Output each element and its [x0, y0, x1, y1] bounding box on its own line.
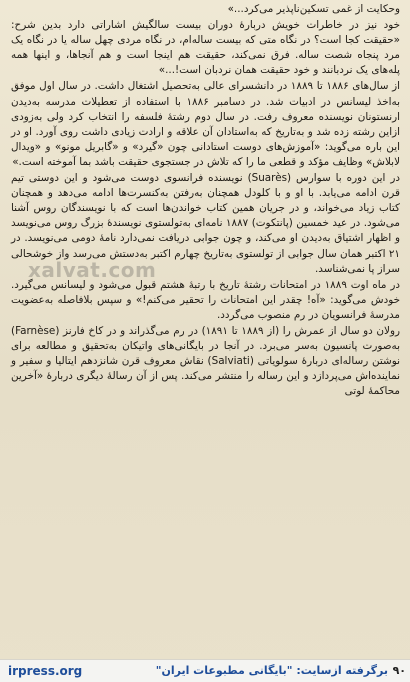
footer-site-link[interactable]: irpress.org: [8, 664, 83, 678]
paragraph: وحکایت از غمی تسکین‌ناپذیر می‌کرد...»: [227, 3, 400, 15]
body-text: [11, 2, 400, 399]
paragraph: از سال‌های ۱۸۸۶ تا ۱۸۸۹ در دانشسرای عالی به‌تحصیل اشتغال داشت. در سال اول موفق به‌اخذ لیسانس در ادبیات شد. در دسامبر ۱۸۸۶ با استفاده از تعطیلات مدرسه به‌دیدن ارنستونان نویسنده معروف رفت. در سال دوم رشتهٔ فلسفه را انتخاب کرد ولی به‌زودی ازاین رشته زده شد و به‌تاریخ که به‌استادان آن علاقه و ارادت زیادی داشت روی آورد. او در این باره می‌گوید: «آموزش‌های دوست استادانی چون «گیرد» و «گابریل مونو» و «ویدال لابلاش» وظایف مؤکد و قطعی ما را که تلاش در جستجوی حقیقت باشد بما آموخته است.»: [11, 80, 400, 168]
paragraph: در این دوره با سوارس (Suarès) نویسنده فرانسوی دوست می‌شود و این دوستی تیم قرن ادامه می‌یابد. با او و با کلودل همچنان به‌رفتن به‌کنسرت‌ها ادامه می‌دهد و همچنان کتاب زیاد می‌خواند، و در جریان همین کتاب خواندن‌ها است که با نویسندگان روس آشنا می‌شود. در عید خمسین (پانتکوت) ۱۸۸۷ نامه‌ای به‌تولستوی نویسندهٔ بزرگ روس می‌نویسد و اظهار اشتیاق به‌دیدن او می‌کند، و چون جوابی دریافت نمی‌دارد نامهٔ دومی می‌نویسد. در ۲۱ اکتبر همان سال جوابی از تولستوی به‌تاریخ چهارم اکتبر به‌دستش می‌رسد واز خوشحالی سراز پا نمی‌شناسد.: [11, 172, 400, 275]
page-number: ۹۰: [392, 664, 406, 677]
footer-credit: برگرفته ازسایت: "بایگانی مطبوعات ایران": [155, 664, 388, 677]
footer-bar: [0, 659, 410, 682]
paragraph: در ماه اوت ۱۸۸۹ در امتحانات رشتهٔ تاریخ با رتبهٔ هشتم قبول می‌شود و لیسانس می‌گیرد. خودش می‌گوید: «آه! چقدر این امتحانات را تحقیر می‌کنم!» و سپس بلافاصله به‌عضویت مدرسهٔ فرانسویان در رم منصوب می‌گردد.: [11, 278, 400, 321]
paragraph: خود نیز در خاطرات خویش دربارهٔ دوران بیست سالگیش اشاراتی دارد بدین شرح: «حقیقت کجا است؟ در نگاه متی که بیست ساله‌ام، در نگاه مردی چهل ساله یا در نگاه یک مرد پنجاه شصت ساله. فرق نمی‌کند، حقیقت هم اینجا است و هم آنجاها، و اینها همه پله‌های یک نردبانند و خود حقیقت همان نردبان است!...»: [11, 19, 400, 77]
paragraph: رولان دو سال از عمرش را (از ۱۸۸۹ تا ۱۸۹۱) در رم می‌گذراند و در کاخ فارنز (Farnèse) به‌صورت پانسیون به‌سر می‌برد. در آنجا در بایگانی‌های واتیکان به‌تحقیق و مطالعه برای نوشتن رساله‌ای دربارهٔ سولویاتی (Salviati) نقاش معروف قرن شانزدهم ایتالیا و سفیر و نماینده‌اش می‌پردازد و این رساله را منتشر می‌کند. پس از آن رسالهٔ دیگری دربارهٔ «آخرین محاکمهٔ لوتی: [11, 324, 401, 398]
watermark: xalvat.com: [28, 258, 157, 282]
